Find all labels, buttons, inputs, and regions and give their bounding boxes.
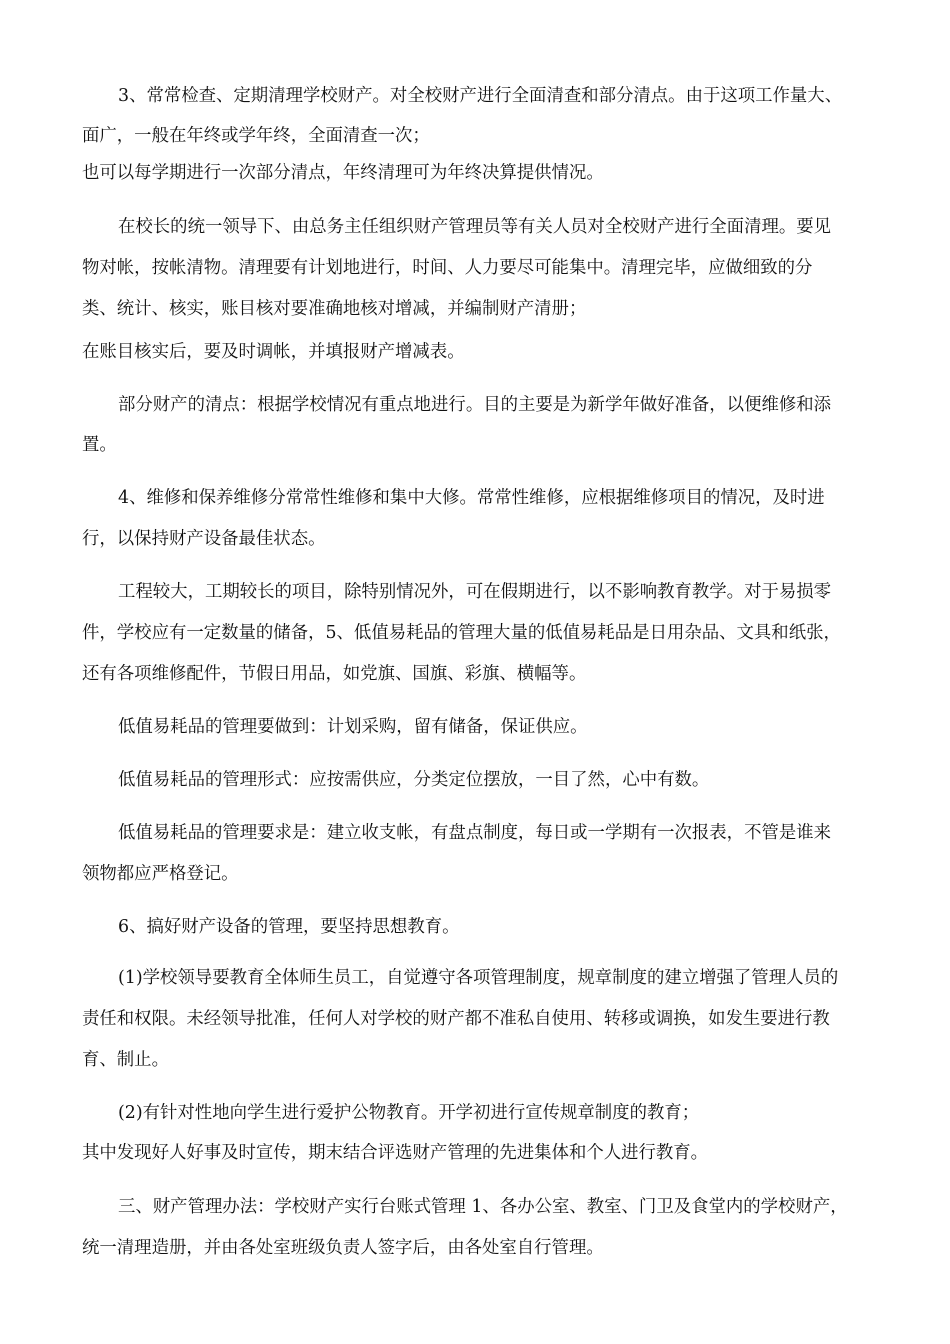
text-line: 其中发现好人好事及时宣传，期末结合评选财产管理的先进集体和个人进行教育。 <box>82 1143 709 1163</box>
text-line: 低值易耗品的管理要做到：计划采购，留有储备，保证供应。 <box>118 717 588 737</box>
text-line: 统一清理造册，并由各处室班级负责人签字后，由各处室自行管理。 <box>82 1238 604 1258</box>
text-line: 工程较大，工期较长的项目，除特别情况外，可在假期进行，以不影响教育教学。对于易损零 <box>118 582 832 602</box>
text-line: 行，以保持财产设备最佳状态。 <box>82 529 326 549</box>
text-line: 在校长的统一领导下、由总务主任组织财产管理员等有关人员对全校财产进行全面清理。要见 <box>118 217 832 237</box>
text-line: 物对帐，按帐清物。清理要有计划地进行，时间、人力要尽可能集中。清理完毕，应做细致的分 <box>82 258 813 278</box>
text-line: 3、常常检查、定期清理学校财产。对全校财产进行全面清查和部分清点。由于这项工作量大、 <box>118 86 843 106</box>
text-line: 类、统计、核实，账目核对要准确地核对增减，并编制财产清册； <box>82 299 587 319</box>
text-line: 也可以每学期进行一次部分清点，年终清理可为年终决算提供情况。 <box>82 163 604 183</box>
text-line: 6、搞好财产设备的管理，要坚持思想教育。 <box>118 917 460 937</box>
text-line: 三、财产管理办法：学校财产实行台账式管理 1、各办公室、教室、门卫及食堂内的学校财产， <box>118 1197 848 1217</box>
text-line: 领物都应严格登记。 <box>82 864 239 884</box>
text-line: 责任和权限。未经领导批准，任何人对学校的财产都不准私自使用、转移或调换，如发生要进行教 <box>82 1009 830 1029</box>
text-line: 部分财产的清点：根据学校情况有重点地进行。目的主要是为新学年做好准备，以便维修和添 <box>118 395 832 415</box>
text-line: 置。 <box>82 435 117 455</box>
text-line: 4、维修和保养维修分常常性维修和集中大修。常常性维修，应根据维修项目的情况，及时进 <box>118 488 825 508</box>
text-line: (1)学校领导要教育全体师生员工，自觉遵守各项管理制度，规章制度的建立增强了管理人员的 <box>118 968 839 988</box>
text-line: 面广，一般在年终或学年终，全面清查一次； <box>82 126 430 146</box>
text-line: 还有各项维修配件，节假日用品，如党旗、国旗、彩旗、横幅等。 <box>82 664 587 684</box>
text-line: 育、制止。 <box>82 1050 169 1070</box>
text-line: 件，学校应有一定数量的储备，5、低值易耗品的管理大量的低值易耗品是日用杂品、文具和纸张， <box>82 623 841 643</box>
text-line: 低值易耗品的管理形式：应按需供应，分类定位摆放，一目了然，心中有数。 <box>118 770 710 790</box>
text-line: 在账目核实后，要及时调帐，并填报财产增减表。 <box>82 342 465 362</box>
text-line: 低值易耗品的管理要求是：建立收支帐，有盘点制度，每日或一学期有一次报表，不管是谁来 <box>118 823 832 843</box>
text-line: (2)有针对性地向学生进行爱护公物教育。开学初进行宣传规章制度的教育； <box>118 1103 700 1123</box>
